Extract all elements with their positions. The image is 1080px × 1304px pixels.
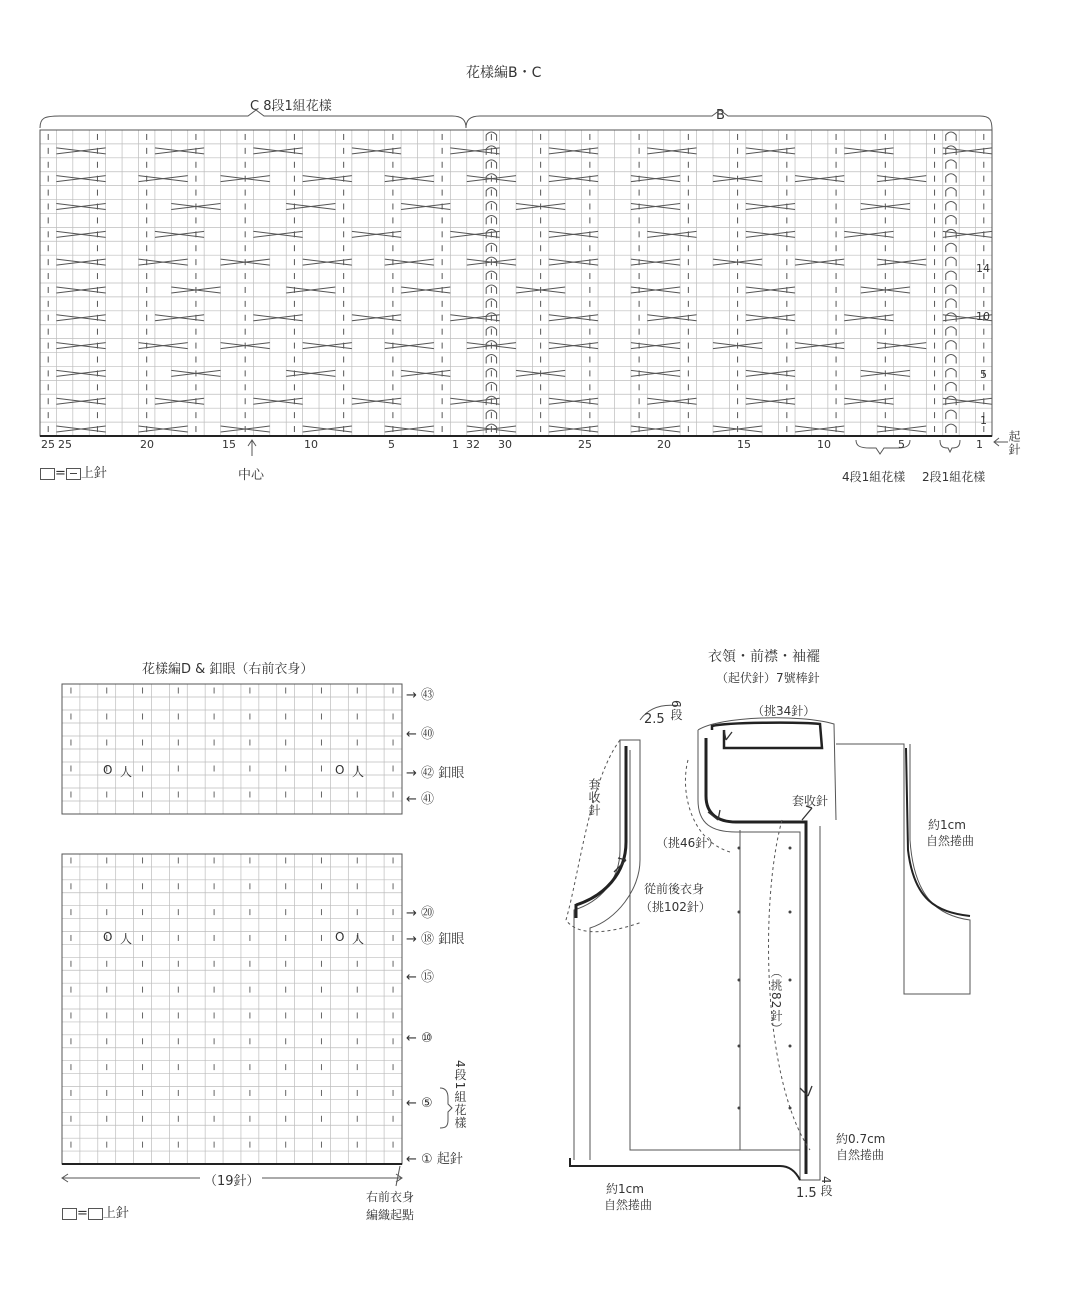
hem-band [570, 1158, 800, 1180]
chart1-col-num: 30 [498, 438, 512, 451]
chart3-top-rows: 6段 [669, 700, 683, 722]
chart1-col-num: 5 [388, 438, 395, 451]
chart2-corner-label-2: 編織起點 [366, 1208, 415, 1222]
chart1-col-num: 15 [737, 438, 751, 451]
chart3-bottom-dim: 1.5 [796, 1186, 817, 1201]
chart2-row-label: ← ㊵ [406, 727, 435, 742]
chart1-start-label: 起針 [1007, 430, 1021, 456]
chart1-section-b-label: B [716, 108, 725, 123]
chart3-top-dim: 2.5 [644, 712, 665, 727]
chart2-row-label: ← ⑤ [406, 1096, 433, 1111]
chart2-legend-eq: = [77, 1206, 88, 1221]
chart1-col-num: 1 [976, 438, 983, 451]
chart2-row-label: ← ① 起針 [406, 1152, 463, 1167]
chart2-start-label: 起針 [436, 1152, 463, 1167]
chart1-col-num: 20 [140, 438, 154, 451]
decrease-icon: 人 [352, 765, 365, 779]
decrease-icon: 人 [120, 932, 133, 946]
decrease-icon: 人 [352, 932, 365, 946]
chart1-col-num: 1 [452, 438, 459, 451]
chart3-curve-bottom: 自然捲曲 [604, 1198, 653, 1212]
chart2-row-label: → ㊸ [406, 688, 435, 703]
pickup-arc-left [566, 740, 642, 932]
chart1-section-c-label: C 8段1組花樣 [250, 99, 332, 114]
chart2-buttonhole-label: 釦眼 [438, 932, 465, 947]
chart1-center-label: 中心 [238, 468, 265, 483]
chart3-set-cast-off-right: 套收針 [792, 794, 829, 808]
chart1-repeat4-label: 4段1組花樣 [842, 470, 906, 484]
chart3-approx-1cm-right: 約1cm [928, 818, 966, 832]
chart1-col-num: 25 [41, 438, 55, 451]
chart2-row-label: ← ㊶ [406, 792, 435, 807]
collar-band [712, 723, 822, 748]
chart1-row-num: 10 [976, 310, 990, 323]
chart2-corner-label-1: 右前衣身 [366, 1190, 415, 1204]
chart1-col-num: 25 [58, 438, 72, 451]
armhole-band-left [576, 746, 626, 918]
chart2-title: 花樣編D & 釦眼（右前衣身） [142, 662, 314, 677]
chart1-row-num: 14 [976, 262, 990, 275]
chart1-row-num: 1 [980, 414, 987, 427]
chart1-col-num: 5 [898, 438, 905, 451]
chart1-row-num: 5 [980, 368, 987, 381]
yarn-over-icon: O [335, 763, 345, 777]
chart1-repeat2-label: 2段1組花樣 [922, 470, 986, 484]
chart3-from-body-1: 從前後衣身 [644, 882, 705, 896]
chart3-subtitle: （起伏針）7號棒針 [716, 671, 820, 685]
chart2-repeat-label: 4段1組花樣 [453, 1060, 467, 1130]
chart1-col-num: 15 [222, 438, 236, 451]
chart3-curve-mid: 自然捲曲 [836, 1148, 885, 1162]
chart3-top-pick: （挑34針） [752, 704, 816, 718]
chart3-approx-07: 約0.7cm [836, 1132, 886, 1146]
chart2-buttonhole-label: 釦眼 [438, 766, 465, 781]
chart1-col-num: 25 [578, 438, 592, 451]
chart3-bottom-rows: 4段 [819, 1176, 833, 1198]
chart2-row-label: → ⑳ [406, 906, 435, 921]
chart2-row-label: → ⑱ 釦眼 [406, 932, 465, 947]
chart2-row-label: ← ⑩ [406, 1031, 433, 1046]
chart2-row-label: ← ⑮ [406, 970, 435, 985]
decrease-icon: 人 [120, 765, 133, 779]
chart1-col-num: 10 [817, 438, 831, 451]
chart1-col-num: 20 [657, 438, 671, 451]
chart3-title: 衣領・前襟・袖襬 [708, 649, 820, 665]
chart1-title: 花樣編B・C [466, 65, 542, 81]
chart1-legend-eq: = [55, 466, 66, 481]
chart3-set-cast-off-left: 套收針 [587, 778, 601, 817]
chart1-col-num: 10 [304, 438, 318, 451]
chart2-legend-text: 上針 [102, 1206, 129, 1221]
yarn-over-icon: O [335, 930, 345, 944]
chart2-row-label: → ㊷ 釦眼 [406, 766, 465, 781]
chart1-col-num: 32 [466, 438, 480, 451]
chart1-legend-text: 上針 [80, 466, 107, 481]
yarn-over-icon: O [103, 930, 113, 944]
chart3-approx-1cm-bottom: 約1cm [606, 1182, 644, 1196]
chart3-curve-right: 自然捲曲 [926, 834, 975, 848]
yarn-over-icon: O [103, 763, 113, 777]
chart3-pick-46: （挑46針） [656, 836, 720, 850]
chart2-stitch-count: （19針） [204, 1174, 260, 1189]
chart3-pick-82: （挑82針） [769, 966, 783, 1036]
chart3-from-body-2: （挑102針） [640, 900, 711, 914]
